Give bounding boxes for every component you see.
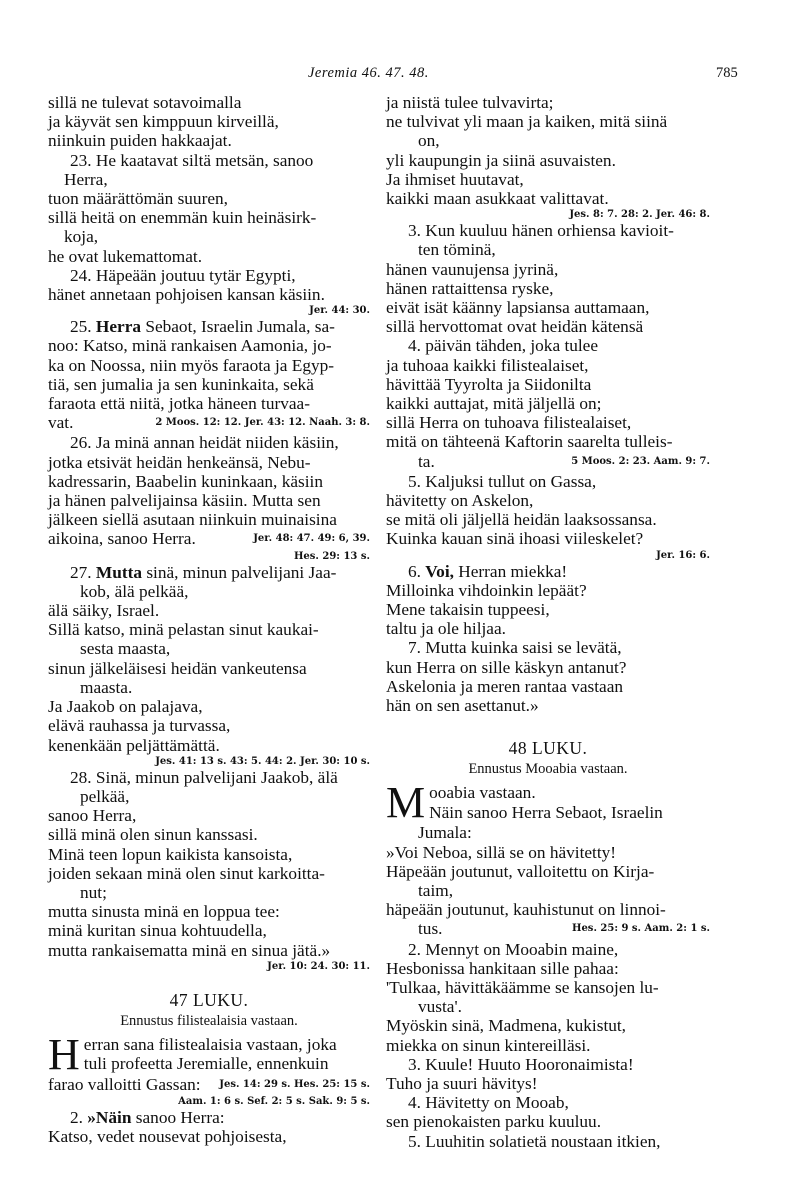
text-line: Häpeään joutunut, valloitettu on Kirja- bbox=[386, 861, 655, 881]
text-run: sanoo Herra: bbox=[131, 1107, 225, 1127]
text-line: eivät isät käänny lapsiansa auttamaan, bbox=[386, 298, 650, 318]
verse-5: 5. Luuhitin solatietä noustaan itkien, bbox=[408, 1131, 661, 1151]
verse-23: 23. He kaatavat siltä metsän, sanoo bbox=[70, 150, 314, 170]
text-line: »Voi Neboa, sillä se on hävitetty! bbox=[386, 842, 617, 862]
text-line: tiä, sen jumalia ja sen kuninkaita, sekä bbox=[48, 374, 314, 394]
text-line-with-ref bbox=[386, 452, 710, 472]
running-head: Jeremia 46. 47. 48. bbox=[308, 65, 429, 81]
text-line: joiden sekaan minä olen sinut karkoitta- bbox=[48, 863, 325, 883]
verse-7: 7. Mutta kuinka saisi se levätä, bbox=[408, 638, 622, 658]
text-line: niinkuin puiden hakkaajat. bbox=[48, 131, 232, 151]
text-line: sesta maasta, bbox=[80, 639, 171, 659]
text-line: on, bbox=[418, 131, 440, 151]
text-line: ja tuhoaa kaikki filistealaiset, bbox=[386, 355, 589, 375]
text-line: Mene takaisin tuppeesi, bbox=[386, 600, 550, 620]
cross-reference: Jer. 48: 47. 49: 6, 39. bbox=[253, 533, 370, 545]
text-line: Näin sanoo Herra Sebaot, Israelin bbox=[429, 802, 663, 822]
text-line: koja, bbox=[64, 227, 99, 247]
left-column bbox=[48, 93, 370, 1146]
text-line: Jumala: bbox=[418, 823, 472, 843]
text-run: tus. bbox=[418, 919, 443, 939]
verse-2 bbox=[48, 1108, 370, 1127]
text-run: aikoina, sanoo Herra. bbox=[48, 529, 196, 549]
text-line: 'Tulkaa, hävittäkäämme se kansojen lu- bbox=[386, 977, 659, 997]
verse-number: 27. bbox=[70, 562, 96, 582]
text-line: tuon määrättömän suuren, bbox=[48, 189, 228, 209]
text-line-with-ref bbox=[48, 1075, 370, 1095]
text-line: jotka etsivät heidän henkeänsä, Nebu- bbox=[48, 452, 311, 472]
cross-reference: Jer. 10: 24. 30: 11. bbox=[267, 960, 370, 972]
text-line: sinun jälkeläisesi heidän vankeutensa bbox=[48, 658, 307, 678]
text-line: Myöskin sinä, Madmena, kukistut, bbox=[386, 1016, 627, 1036]
text-line: yli kaupungin ja siinä asuvaisten. bbox=[386, 150, 616, 170]
text-line: sillä Herra on tuhoava filistealaiset, bbox=[386, 413, 632, 433]
text-line: hävittää Tyyrolta ja Siidonilta bbox=[386, 374, 592, 394]
chapter-opening bbox=[48, 1029, 370, 1079]
verse-2: 2. Mennyt on Mooabin maine, bbox=[408, 939, 619, 959]
text-line: ja käyvät sen kimppuun kirveillä, bbox=[48, 112, 279, 132]
text-line-with-ref bbox=[48, 529, 370, 549]
verse-6 bbox=[386, 562, 710, 581]
text-line: se mitä oli jäljellä heidän laaksossansa. bbox=[386, 510, 657, 530]
text-line: sen pienokaisten parku kuuluu. bbox=[386, 1112, 602, 1132]
text-line: ne tulvivat yli maan ja kaiken, mitä siinä bbox=[386, 112, 668, 132]
text-line: kun Herra on sille käskyn antanut? bbox=[386, 657, 627, 677]
cross-reference: Jer. 16: 6. bbox=[656, 549, 710, 561]
text-line: taltu ja ole hiljaa. bbox=[386, 619, 506, 639]
bold-word: Herra bbox=[95, 317, 142, 337]
text-line: faraota että niitä, jotka häneen turvaa- bbox=[48, 394, 310, 414]
text-line: sillä minä olen sinun kanssasi. bbox=[48, 825, 258, 845]
chapter-subtitle: Ennustus Mooabia vastaan. bbox=[468, 761, 628, 778]
cross-reference: Jes. 14: 29 s. Hes. 25: 15 s. bbox=[219, 1078, 370, 1090]
text-line: älä säiky, Israel. bbox=[48, 601, 160, 621]
verse-number: 6. bbox=[408, 561, 426, 581]
verse-number: 2. bbox=[70, 1107, 88, 1127]
text-line: mutta rankaisematta minä en sinua jätä.» bbox=[48, 940, 331, 960]
text-line: taim, bbox=[418, 880, 454, 900]
text-line: maasta. bbox=[80, 677, 133, 697]
text-line: hänen vaunujensa jyrinä, bbox=[386, 259, 559, 279]
verse-26: 26. Ja minä annan heidät niiden käsiin, bbox=[70, 433, 339, 453]
text-line: Katso, vedet nousevat pohjoisesta, bbox=[48, 1127, 287, 1147]
bold-word: Mutta bbox=[95, 562, 142, 582]
text-line-with-ref bbox=[48, 413, 370, 433]
text-run: Sebaot, Israelin Jumala, sa- bbox=[141, 317, 335, 337]
verse-3: 3. Kun kuuluu hänen orhiensa kavioit- bbox=[408, 221, 674, 241]
cross-reference: 5 Moos. 2: 23. Aam. 9: 7. bbox=[571, 455, 710, 467]
text-line: noo: Katso, minä rankaisen Aamonia, jo- bbox=[48, 336, 332, 356]
text-line: ten töminä, bbox=[418, 240, 496, 260]
text-line: he ovat lukemattomat. bbox=[48, 246, 203, 266]
text-line: tuli profeetta Jeremialle, ennenkuin bbox=[83, 1053, 329, 1073]
page-number: 785 bbox=[716, 65, 738, 81]
text-line: Sillä katso, minä pelastan sinut kaukai- bbox=[48, 620, 319, 640]
text-line: Kuinka kauan sinä ihoasi viileskelet? bbox=[386, 529, 644, 549]
text-line: kadressarin, Baabelin kuninkaan, käsiin bbox=[48, 471, 323, 491]
text-line: Askelonia ja meren rantaa vastaan bbox=[386, 676, 624, 696]
text-run: farao valloitti Gassan: bbox=[48, 1074, 201, 1094]
verse-number: 25. bbox=[70, 317, 96, 337]
chapter-opening bbox=[386, 778, 710, 828]
text-line: Milloinka vihdoinkin lepäät? bbox=[386, 580, 587, 600]
text-line: vusta'. bbox=[418, 997, 462, 1017]
text-line: ja niistä tulee tulvavirta; bbox=[386, 93, 554, 112]
text-line: sanoo Herra, bbox=[48, 806, 137, 826]
bold-word: »Näin bbox=[87, 1107, 132, 1127]
text-line: kaikki maan asukkaat valittavat. bbox=[386, 189, 609, 209]
text-line: Herra, bbox=[64, 169, 108, 189]
text-line: hänen rattaittensa ryske, bbox=[386, 278, 554, 298]
text-line-with-ref bbox=[386, 919, 710, 939]
cross-reference: Hes. 29: 13 s. bbox=[293, 550, 370, 562]
text-line: ooabia vastaan. bbox=[429, 783, 536, 803]
cross-reference: Jes. 41: 13 s. 43: 5. 44: 2. Jer. 30: 10 s. bbox=[155, 755, 370, 767]
text-line: sillä heitä on enemmän kuin heinäsirk- bbox=[48, 208, 317, 228]
text-line: kenenkään peljättämättä. bbox=[48, 735, 220, 755]
page-header bbox=[0, 62, 792, 86]
text-line: elävä rauhassa ja turvassa, bbox=[48, 716, 231, 736]
text-run: sinä, minun palvelijani Jaa- bbox=[142, 562, 337, 582]
verse-5: 5. Kaljuksi tullut on Gassa, bbox=[408, 471, 597, 491]
verse-3: 3. Kuule! Huuto Hooronaimista! bbox=[408, 1054, 634, 1074]
text-line: erran sana filistealaisia vastaan, joka bbox=[83, 1034, 337, 1054]
text-line: nut; bbox=[80, 882, 107, 902]
verse-24: 24. Häpeään joutuu tytär Egypti, bbox=[70, 265, 296, 285]
verse-27 bbox=[48, 563, 370, 582]
text-line: kob, älä pelkää, bbox=[80, 581, 189, 601]
text-line: häpeään joutunut, kauhistunut on linnoi- bbox=[386, 900, 666, 920]
right-column bbox=[386, 93, 710, 1151]
text-line: mitä on tähteenä Kaftorin saarelta tulleis- bbox=[386, 432, 673, 452]
text-line: miekka on sinun kintereilläsi. bbox=[386, 1035, 591, 1055]
cross-reference: Hes. 25: 9 s. Aam. 2: 1 s. bbox=[572, 923, 710, 935]
text-line: sillä ne tulevat sotavoimalla bbox=[48, 93, 242, 112]
text-run: vat. bbox=[48, 413, 74, 433]
text-line: pelkää, bbox=[80, 786, 130, 806]
cross-reference: Jes. 8: 7. 28: 2. Jer. 46: 8. bbox=[569, 209, 710, 221]
text-line: jälkeen siellä asutaan niinkuin muinaisina bbox=[48, 510, 337, 530]
text-run: ta. bbox=[418, 451, 435, 471]
text-line: Tuho ja suuri hävitys! bbox=[386, 1073, 538, 1093]
text-line: hävitetty on Askelon, bbox=[386, 491, 534, 511]
cross-reference: Aam. 1: 6 s. Sef. 2: 5 s. Sak. 9: 5 s. bbox=[178, 1095, 370, 1107]
text-line: ja hänen palvelijainsa käsiin. Mutta sen bbox=[48, 491, 321, 511]
cross-reference: Jer. 44: 30. bbox=[309, 305, 370, 317]
text-line: mutta sinusta minä en loppua tee: bbox=[48, 902, 280, 922]
chapter-subtitle: Ennustus filistealaisia vastaan. bbox=[120, 1012, 298, 1029]
text-line: Minä teen lopun kaikista kansoista, bbox=[48, 844, 293, 864]
text-line: minä kuritan sinua kohtuudella, bbox=[48, 921, 267, 941]
chapter-heading: 48 LUKU. bbox=[508, 738, 588, 759]
verse-25 bbox=[48, 317, 370, 336]
verse-28: 28. Sinä, minun palvelijani Jaakob, älä bbox=[70, 767, 338, 787]
text-line: Ja ihmiset huutavat, bbox=[386, 169, 524, 189]
text-run: Herran miekka! bbox=[453, 561, 568, 581]
verse-4: 4. päivän tähden, joka tulee bbox=[408, 336, 599, 356]
text-line: hän on sen asettanut.» bbox=[386, 696, 539, 716]
drop-cap: M bbox=[386, 778, 426, 828]
chapter-heading: 47 LUKU. bbox=[169, 989, 249, 1010]
bold-word: Voi, bbox=[425, 561, 454, 581]
text-line: kaikki auttajat, mitä jäljellä on; bbox=[386, 394, 602, 414]
text-line: Hesbonissa hankitaan sille pahaa: bbox=[386, 958, 619, 978]
text-line: Ja Jaakob on palajava, bbox=[48, 697, 203, 717]
text-line: sillä hervottomat ovat heidän kätensä bbox=[386, 317, 644, 337]
verse-4: 4. Hävitetty on Mooab, bbox=[408, 1093, 569, 1113]
text-line: ka on Noossa, niin myös faraota ja Egyp- bbox=[48, 355, 335, 375]
cross-reference: 2 Moos. 12: 12. Jer. 43: 12. Naah. 3: 8. bbox=[155, 417, 370, 429]
text-line: hänet annetaan pohjoisen kansan käsiin. bbox=[48, 285, 325, 305]
drop-cap: H bbox=[48, 1029, 80, 1079]
